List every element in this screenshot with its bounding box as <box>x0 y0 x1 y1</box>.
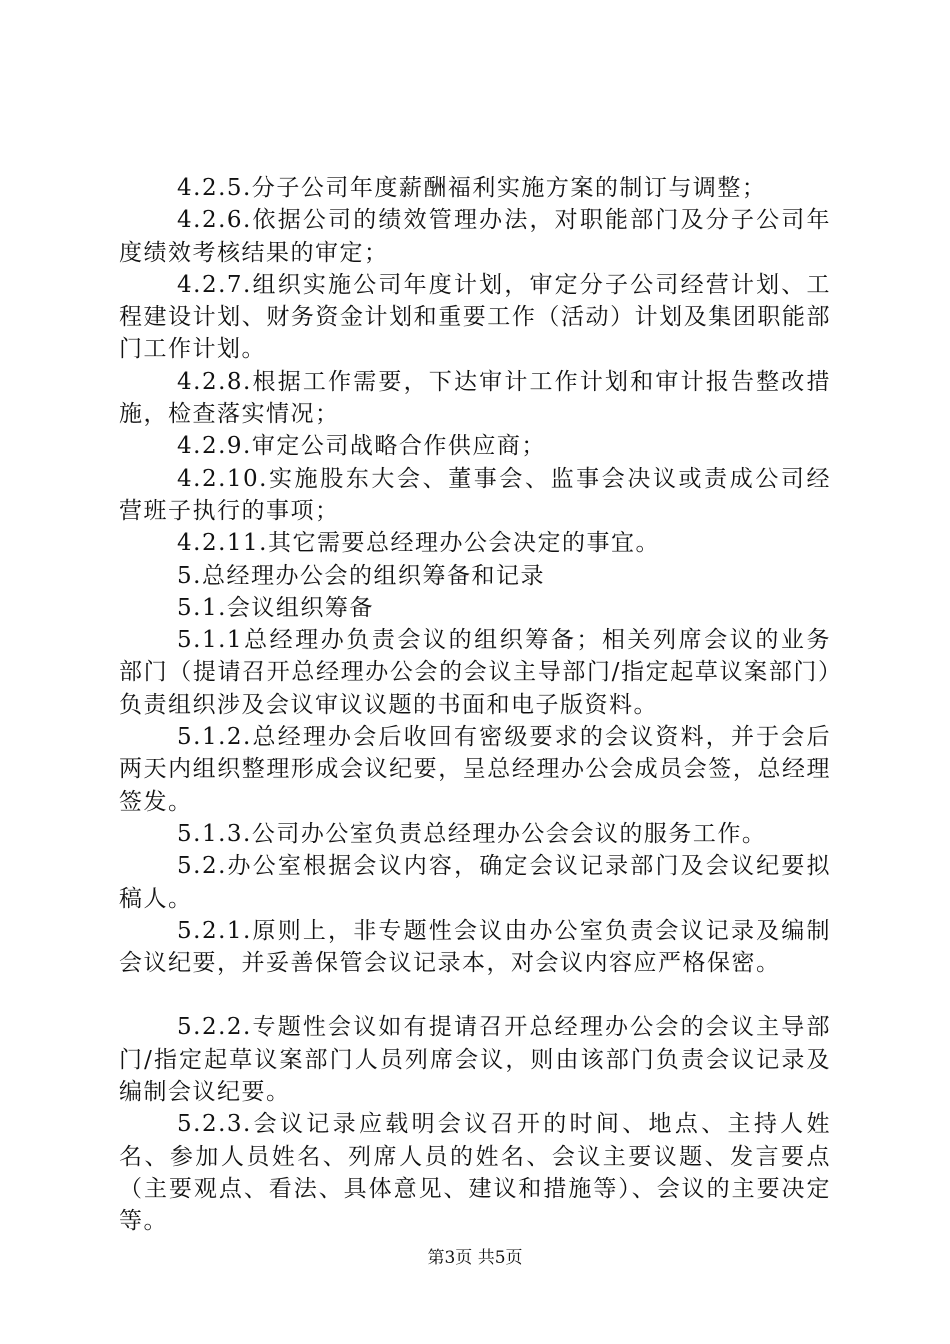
paragraph: 5.1.3.公司办公室负责总经理办公会会议的服务工作。 <box>177 820 767 847</box>
paragraph: 4.2.11.其它需要总经理办公会决定的事宜。 <box>177 530 660 557</box>
paragraph: 4.2.10.实施股东大会、董事会、监事会决议或责成公司经营班子执行的事项； <box>119 465 831 524</box>
paragraph: 4.2.6.依据公司的绩效管理办法，对职能部门及分子公司年度绩效考核结果的审定； <box>119 207 831 266</box>
paragraph: 4.2.9.审定公司战略合作供应商； <box>177 433 546 460</box>
paragraph: 5.2.办公室根据会议内容，确定会议记录部门及会议纪要拟稿人。 <box>119 853 831 912</box>
section-heading: 5.总经理办公会的组织筹备和记录 <box>177 562 545 589</box>
subsection-heading: 5.1.会议组织筹备 <box>177 594 374 621</box>
paragraph: 4.2.7.组织实施公司年度计划，审定分子公司经营计划、工程建设计划、财务资金计划和重要工作（活动）计划及集团职能部门工作计划。 <box>119 271 831 363</box>
paragraph: 5.1.1总经理办负责会议的组织筹备；相关列席会议的业务部门（提请召开总经理办公会的会议主导部门/指定起草议案部门）负责组织涉及会议审议议题的书面和电子版资料。 <box>119 627 831 718</box>
blank-line <box>119 979 831 1011</box>
page-footer: 第3页 共5页 <box>427 1248 523 1268</box>
paragraph: 5.1.2.总经理办会后收回有密级要求的会议资料，并于会后两天内组织整理形成会议纪要，呈总经理办公会成员会签，总经理签发。 <box>119 724 831 815</box>
document-body <box>119 172 831 1238</box>
paragraph: 5.2.3.会议记录应载明会议召开的时间、地点、主持人姓名、参加人员姓名、列席人员的姓名、会议主要议题、发言要点（主要观点、看法、具体意见、建议和措施等）、会议的主要决定等。 <box>119 1111 831 1235</box>
paragraph: 5.2.1.原则上，非专题性会议由办公室负责会议记录及编制会议纪要，并妥善保管会议记录本，对会议内容应严格保密。 <box>119 917 831 977</box>
paragraph: 5.2.2.专题性会议如有提请召开总经理办公会的会议主导部门/指定起草议案部门人员列席会议，则由该部门负责会议记录及编制会议纪要。 <box>119 1014 831 1106</box>
paragraph: 4.2.8.根据工作需要，下达审计工作计划和审计报告整改措施，检查落实情况； <box>119 368 831 428</box>
paragraph: 4.2.5.分子公司年度薪酬福利实施方案的制订与调整； <box>177 175 767 201</box>
